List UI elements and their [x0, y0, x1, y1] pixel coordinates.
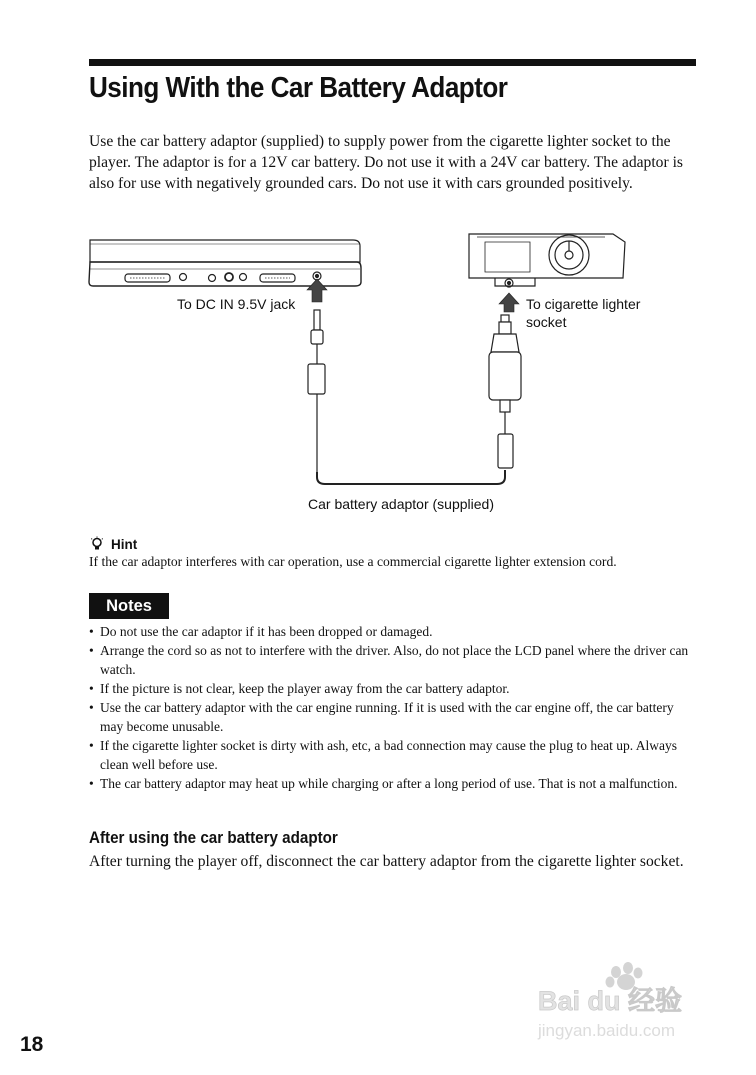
label-lighter-line2: socket — [526, 314, 567, 330]
note-item: • Use the car battery adaptor with the car engine running. If it is used with the car engine off, the car battery may become unusable. — [89, 698, 699, 736]
label-adaptor: Car battery adaptor (supplied) — [308, 496, 494, 512]
connection-diagram — [85, 222, 645, 522]
page-number: 18 — [20, 1033, 44, 1056]
baidu-watermark — [534, 960, 714, 1050]
lightbulb-icon — [89, 536, 105, 552]
page-title: Using With the Car Battery Adaptor — [89, 72, 508, 104]
hint-header — [89, 536, 137, 552]
label-lighter-line1: To cigarette lighter — [526, 296, 641, 312]
note-item: • If the cigarette lighter socket is dirty with ash, etc, a bad connection may cause the plug to heat up. Always clean well before use. — [89, 736, 699, 774]
notes-list — [89, 622, 699, 793]
dvd-player-illustration — [89, 240, 361, 286]
intro-paragraph: Use the car battery adaptor (supplied) to supply power from the cigarette lighter socket to the player. The adaptor is for a 12V car battery. Do not use it with a 24V car battery. The adaptor is also for use with negatively grounded cars. Do not use it with cars grounded positively. — [89, 133, 683, 192]
arrow-to-dc-in — [307, 279, 327, 302]
watermark-line2: jingyan.baidu.com — [538, 1021, 676, 1040]
hint-text: If the car adaptor interferes with car operation, use a commercial cigarette lighter extension cord. — [89, 554, 617, 569]
note-item: • The car battery adaptor may heat up while charging or after a long period of use. That is not a malfunction. — [89, 774, 699, 793]
arrow-to-lighter-socket — [499, 293, 519, 312]
dc-plug-illustration — [308, 310, 505, 484]
after-heading: After using the car battery adaptor — [89, 829, 338, 847]
car-dashboard-illustration — [469, 234, 625, 287]
label-dc-in: To DC IN 9.5V jack — [177, 296, 296, 312]
notes-badge: Notes — [89, 593, 169, 619]
header-rule — [89, 59, 696, 66]
note-item: • If the picture is not clear, keep the player away from the car battery adaptor. — [89, 679, 699, 698]
note-item: • Arrange the cord so as not to interfere with the driver. Also, do not place the LCD panel where the driver can watch. — [89, 641, 699, 679]
watermark-line1: Bai du 经验 — [538, 986, 683, 1016]
car-adaptor-illustration — [489, 315, 521, 468]
after-paragraph: After turning the player off, disconnect the car battery adaptor from the cigarette lighter socket. — [89, 853, 684, 870]
hint-label: Hint — [111, 536, 138, 552]
note-item: • Do not use the car adaptor if it has been dropped or damaged. — [89, 622, 699, 641]
